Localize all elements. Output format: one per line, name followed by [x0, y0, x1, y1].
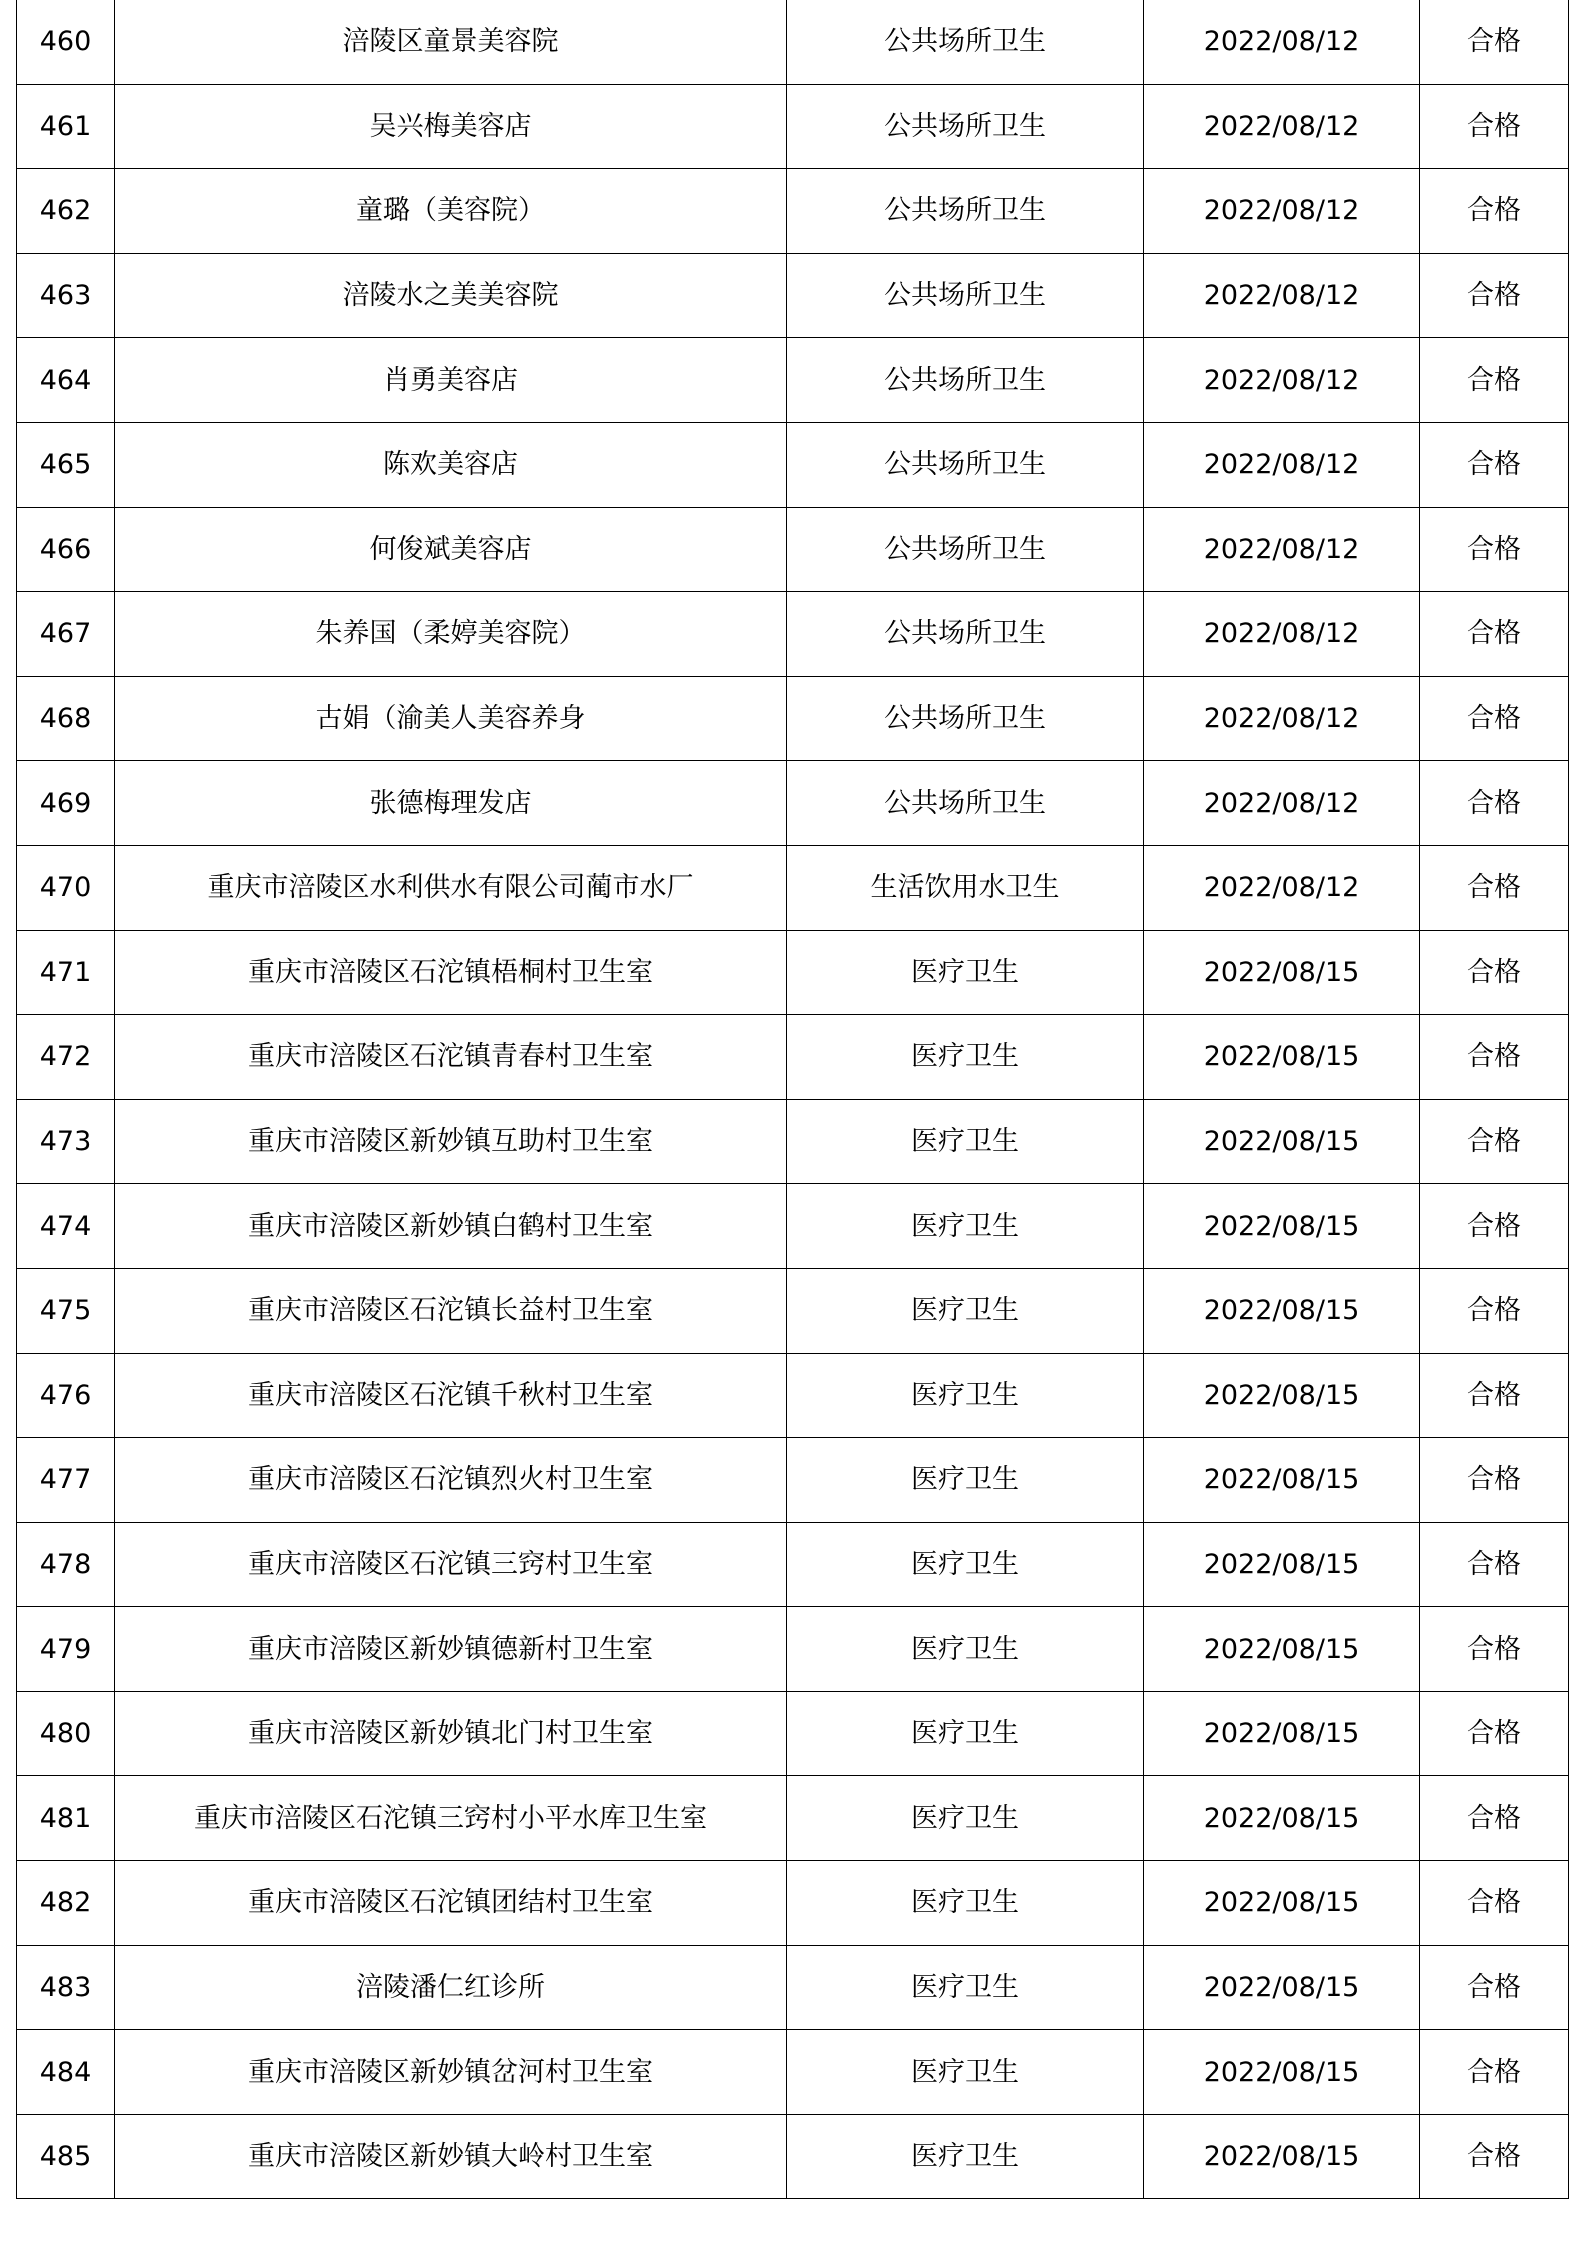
inspection-date-cell: 2022/08/15 — [1144, 2030, 1420, 2115]
category-cell: 公共场所卫生 — [787, 422, 1144, 507]
row-number-cell: 468 — [17, 676, 115, 761]
category-cell: 医疗卫生 — [787, 1353, 1144, 1438]
inspection-date-cell: 2022/08/15 — [1144, 1522, 1420, 1607]
inspection-date-cell: 2022/08/15 — [1144, 1099, 1420, 1184]
row-number-cell: 477 — [17, 1438, 115, 1523]
table-row — [17, 930, 1569, 1015]
result-cell: 合格 — [1420, 0, 1569, 84]
row-number-cell: 471 — [17, 930, 115, 1015]
result-cell: 合格 — [1420, 422, 1569, 507]
result-cell: 合格 — [1420, 1353, 1569, 1438]
inspection-date-cell: 2022/08/15 — [1144, 1607, 1420, 1692]
row-number-cell: 479 — [17, 1607, 115, 1692]
inspection-date-cell: 2022/08/15 — [1144, 1945, 1420, 2030]
inspection-date-cell: 2022/08/12 — [1144, 338, 1420, 423]
inspection-date-cell: 2022/08/15 — [1144, 1353, 1420, 1438]
inspection-date-cell: 2022/08/15 — [1144, 1015, 1420, 1100]
inspection-date-cell: 2022/08/12 — [1144, 169, 1420, 254]
inspection-date-cell: 2022/08/15 — [1144, 1691, 1420, 1776]
table-row — [17, 1861, 1569, 1946]
inspection-date-cell: 2022/08/15 — [1144, 930, 1420, 1015]
table-row — [17, 1522, 1569, 1607]
result-cell: 合格 — [1420, 676, 1569, 761]
row-number-cell: 481 — [17, 1776, 115, 1861]
entity-name-cell: 重庆市涪陵区石沱镇三窍村小平水库卫生室 — [115, 1776, 787, 1861]
entity-name-cell: 重庆市涪陵区新妙镇互助村卫生室 — [115, 1099, 787, 1184]
table-row — [17, 1268, 1569, 1353]
result-cell: 合格 — [1420, 1438, 1569, 1523]
category-cell: 公共场所卫生 — [787, 338, 1144, 423]
result-cell: 合格 — [1420, 2030, 1569, 2115]
result-cell: 合格 — [1420, 169, 1569, 254]
table-row — [17, 422, 1569, 507]
entity-name-cell: 何俊斌美容店 — [115, 507, 787, 592]
row-number-cell: 470 — [17, 845, 115, 930]
result-cell: 合格 — [1420, 1268, 1569, 1353]
inspection-date-cell: 2022/08/12 — [1144, 422, 1420, 507]
table-body — [17, 0, 1569, 2199]
category-cell: 公共场所卫生 — [787, 507, 1144, 592]
category-cell: 公共场所卫生 — [787, 84, 1144, 169]
result-cell: 合格 — [1420, 338, 1569, 423]
row-number-cell: 465 — [17, 422, 115, 507]
result-cell: 合格 — [1420, 1861, 1569, 1946]
row-number-cell: 460 — [17, 0, 115, 84]
row-number-cell: 484 — [17, 2030, 115, 2115]
entity-name-cell: 陈欢美容店 — [115, 422, 787, 507]
category-cell: 公共场所卫生 — [787, 253, 1144, 338]
inspection-date-cell: 2022/08/12 — [1144, 253, 1420, 338]
table-row — [17, 253, 1569, 338]
result-cell: 合格 — [1420, 84, 1569, 169]
row-number-cell: 469 — [17, 761, 115, 846]
category-cell: 医疗卫生 — [787, 2114, 1144, 2199]
entity-name-cell: 重庆市涪陵区新妙镇大岭村卫生室 — [115, 2114, 787, 2199]
result-cell: 合格 — [1420, 1099, 1569, 1184]
row-number-cell: 475 — [17, 1268, 115, 1353]
category-cell: 医疗卫生 — [787, 1015, 1144, 1100]
entity-name-cell: 童璐（美容院） — [115, 169, 787, 254]
category-cell: 医疗卫生 — [787, 1691, 1144, 1776]
entity-name-cell: 吴兴梅美容店 — [115, 84, 787, 169]
entity-name-cell: 重庆市涪陵区新妙镇北门村卫生室 — [115, 1691, 787, 1776]
category-cell: 医疗卫生 — [787, 1776, 1144, 1861]
entity-name-cell: 重庆市涪陵区水利供水有限公司蔺市水厂 — [115, 845, 787, 930]
row-number-cell: 472 — [17, 1015, 115, 1100]
result-cell: 合格 — [1420, 1015, 1569, 1100]
category-cell: 医疗卫生 — [787, 1607, 1144, 1692]
category-cell: 公共场所卫生 — [787, 761, 1144, 846]
result-cell: 合格 — [1420, 1945, 1569, 2030]
table-row — [17, 1607, 1569, 1692]
table-row — [17, 845, 1569, 930]
table-row — [17, 1945, 1569, 2030]
entity-name-cell: 重庆市涪陵区石沱镇梧桐村卫生室 — [115, 930, 787, 1015]
category-cell: 医疗卫生 — [787, 1522, 1144, 1607]
category-cell: 医疗卫生 — [787, 1861, 1144, 1946]
table-row — [17, 1438, 1569, 1523]
inspection-date-cell: 2022/08/12 — [1144, 84, 1420, 169]
row-number-cell: 483 — [17, 1945, 115, 2030]
entity-name-cell: 涪陵潘仁红诊所 — [115, 1945, 787, 2030]
table-row — [17, 676, 1569, 761]
category-cell: 公共场所卫生 — [787, 592, 1144, 677]
row-number-cell: 474 — [17, 1184, 115, 1269]
category-cell: 医疗卫生 — [787, 930, 1144, 1015]
result-cell: 合格 — [1420, 1776, 1569, 1861]
table-row — [17, 1353, 1569, 1438]
row-number-cell: 476 — [17, 1353, 115, 1438]
entity-name-cell: 涪陵水之美美容院 — [115, 253, 787, 338]
row-number-cell: 482 — [17, 1861, 115, 1946]
table-row — [17, 592, 1569, 677]
table-row — [17, 0, 1569, 84]
category-cell: 医疗卫生 — [787, 2030, 1144, 2115]
result-cell: 合格 — [1420, 1522, 1569, 1607]
result-cell: 合格 — [1420, 930, 1569, 1015]
result-cell: 合格 — [1420, 592, 1569, 677]
inspection-date-cell: 2022/08/12 — [1144, 592, 1420, 677]
row-number-cell: 478 — [17, 1522, 115, 1607]
result-cell: 合格 — [1420, 845, 1569, 930]
entity-name-cell: 重庆市涪陵区新妙镇岔河村卫生室 — [115, 2030, 787, 2115]
table-row — [17, 169, 1569, 254]
category-cell: 医疗卫生 — [787, 1945, 1144, 2030]
category-cell: 医疗卫生 — [787, 1438, 1144, 1523]
inspection-date-cell: 2022/08/12 — [1144, 845, 1420, 930]
table-row — [17, 2114, 1569, 2199]
table-row — [17, 1015, 1569, 1100]
result-cell: 合格 — [1420, 761, 1569, 846]
inspection-date-cell: 2022/08/15 — [1144, 1438, 1420, 1523]
table-row — [17, 507, 1569, 592]
entity-name-cell: 肖勇美容店 — [115, 338, 787, 423]
entity-name-cell: 古娟（渝美人美容养身 — [115, 676, 787, 761]
table-row — [17, 84, 1569, 169]
entity-name-cell: 涪陵区童景美容院 — [115, 0, 787, 84]
inspection-date-cell: 2022/08/12 — [1144, 761, 1420, 846]
row-number-cell: 463 — [17, 253, 115, 338]
category-cell: 公共场所卫生 — [787, 676, 1144, 761]
entity-name-cell: 张德梅理发店 — [115, 761, 787, 846]
inspection-date-cell: 2022/08/12 — [1144, 676, 1420, 761]
inspection-date-cell: 2022/08/15 — [1144, 1268, 1420, 1353]
category-cell: 医疗卫生 — [787, 1099, 1144, 1184]
entity-name-cell: 重庆市涪陵区石沱镇千秋村卫生室 — [115, 1353, 787, 1438]
entity-name-cell: 重庆市涪陵区石沱镇青春村卫生室 — [115, 1015, 787, 1100]
entity-name-cell: 重庆市涪陵区新妙镇德新村卫生室 — [115, 1607, 787, 1692]
table-row — [17, 1099, 1569, 1184]
table-row — [17, 761, 1569, 846]
inspection-results-table — [16, 0, 1569, 2199]
inspection-date-cell: 2022/08/12 — [1144, 0, 1420, 84]
entity-name-cell: 重庆市涪陵区新妙镇白鹤村卫生室 — [115, 1184, 787, 1269]
category-cell: 生活饮用水卫生 — [787, 845, 1144, 930]
table-row — [17, 1184, 1569, 1269]
entity-name-cell: 重庆市涪陵区石沱镇长益村卫生室 — [115, 1268, 787, 1353]
entity-name-cell: 朱养国（柔婷美容院） — [115, 592, 787, 677]
result-cell: 合格 — [1420, 507, 1569, 592]
inspection-date-cell: 2022/08/15 — [1144, 1184, 1420, 1269]
row-number-cell: 461 — [17, 84, 115, 169]
row-number-cell: 473 — [17, 1099, 115, 1184]
category-cell: 医疗卫生 — [787, 1268, 1144, 1353]
row-number-cell: 462 — [17, 169, 115, 254]
row-number-cell: 485 — [17, 2114, 115, 2199]
category-cell: 公共场所卫生 — [787, 169, 1144, 254]
category-cell: 公共场所卫生 — [787, 0, 1144, 84]
table-row — [17, 2030, 1569, 2115]
table-row — [17, 1776, 1569, 1861]
table-row — [17, 1691, 1569, 1776]
inspection-date-cell: 2022/08/15 — [1144, 2114, 1420, 2199]
category-cell: 医疗卫生 — [787, 1184, 1144, 1269]
row-number-cell: 467 — [17, 592, 115, 677]
result-cell: 合格 — [1420, 253, 1569, 338]
table-row — [17, 338, 1569, 423]
row-number-cell: 464 — [17, 338, 115, 423]
entity-name-cell: 重庆市涪陵区石沱镇团结村卫生室 — [115, 1861, 787, 1946]
result-cell: 合格 — [1420, 1184, 1569, 1269]
entity-name-cell: 重庆市涪陵区石沱镇烈火村卫生室 — [115, 1438, 787, 1523]
result-cell: 合格 — [1420, 1607, 1569, 1692]
inspection-date-cell: 2022/08/15 — [1144, 1861, 1420, 1946]
result-cell: 合格 — [1420, 2114, 1569, 2199]
row-number-cell: 466 — [17, 507, 115, 592]
inspection-date-cell: 2022/08/12 — [1144, 507, 1420, 592]
inspection-date-cell: 2022/08/15 — [1144, 1776, 1420, 1861]
result-cell: 合格 — [1420, 1691, 1569, 1776]
row-number-cell: 480 — [17, 1691, 115, 1776]
entity-name-cell: 重庆市涪陵区石沱镇三窍村卫生室 — [115, 1522, 787, 1607]
